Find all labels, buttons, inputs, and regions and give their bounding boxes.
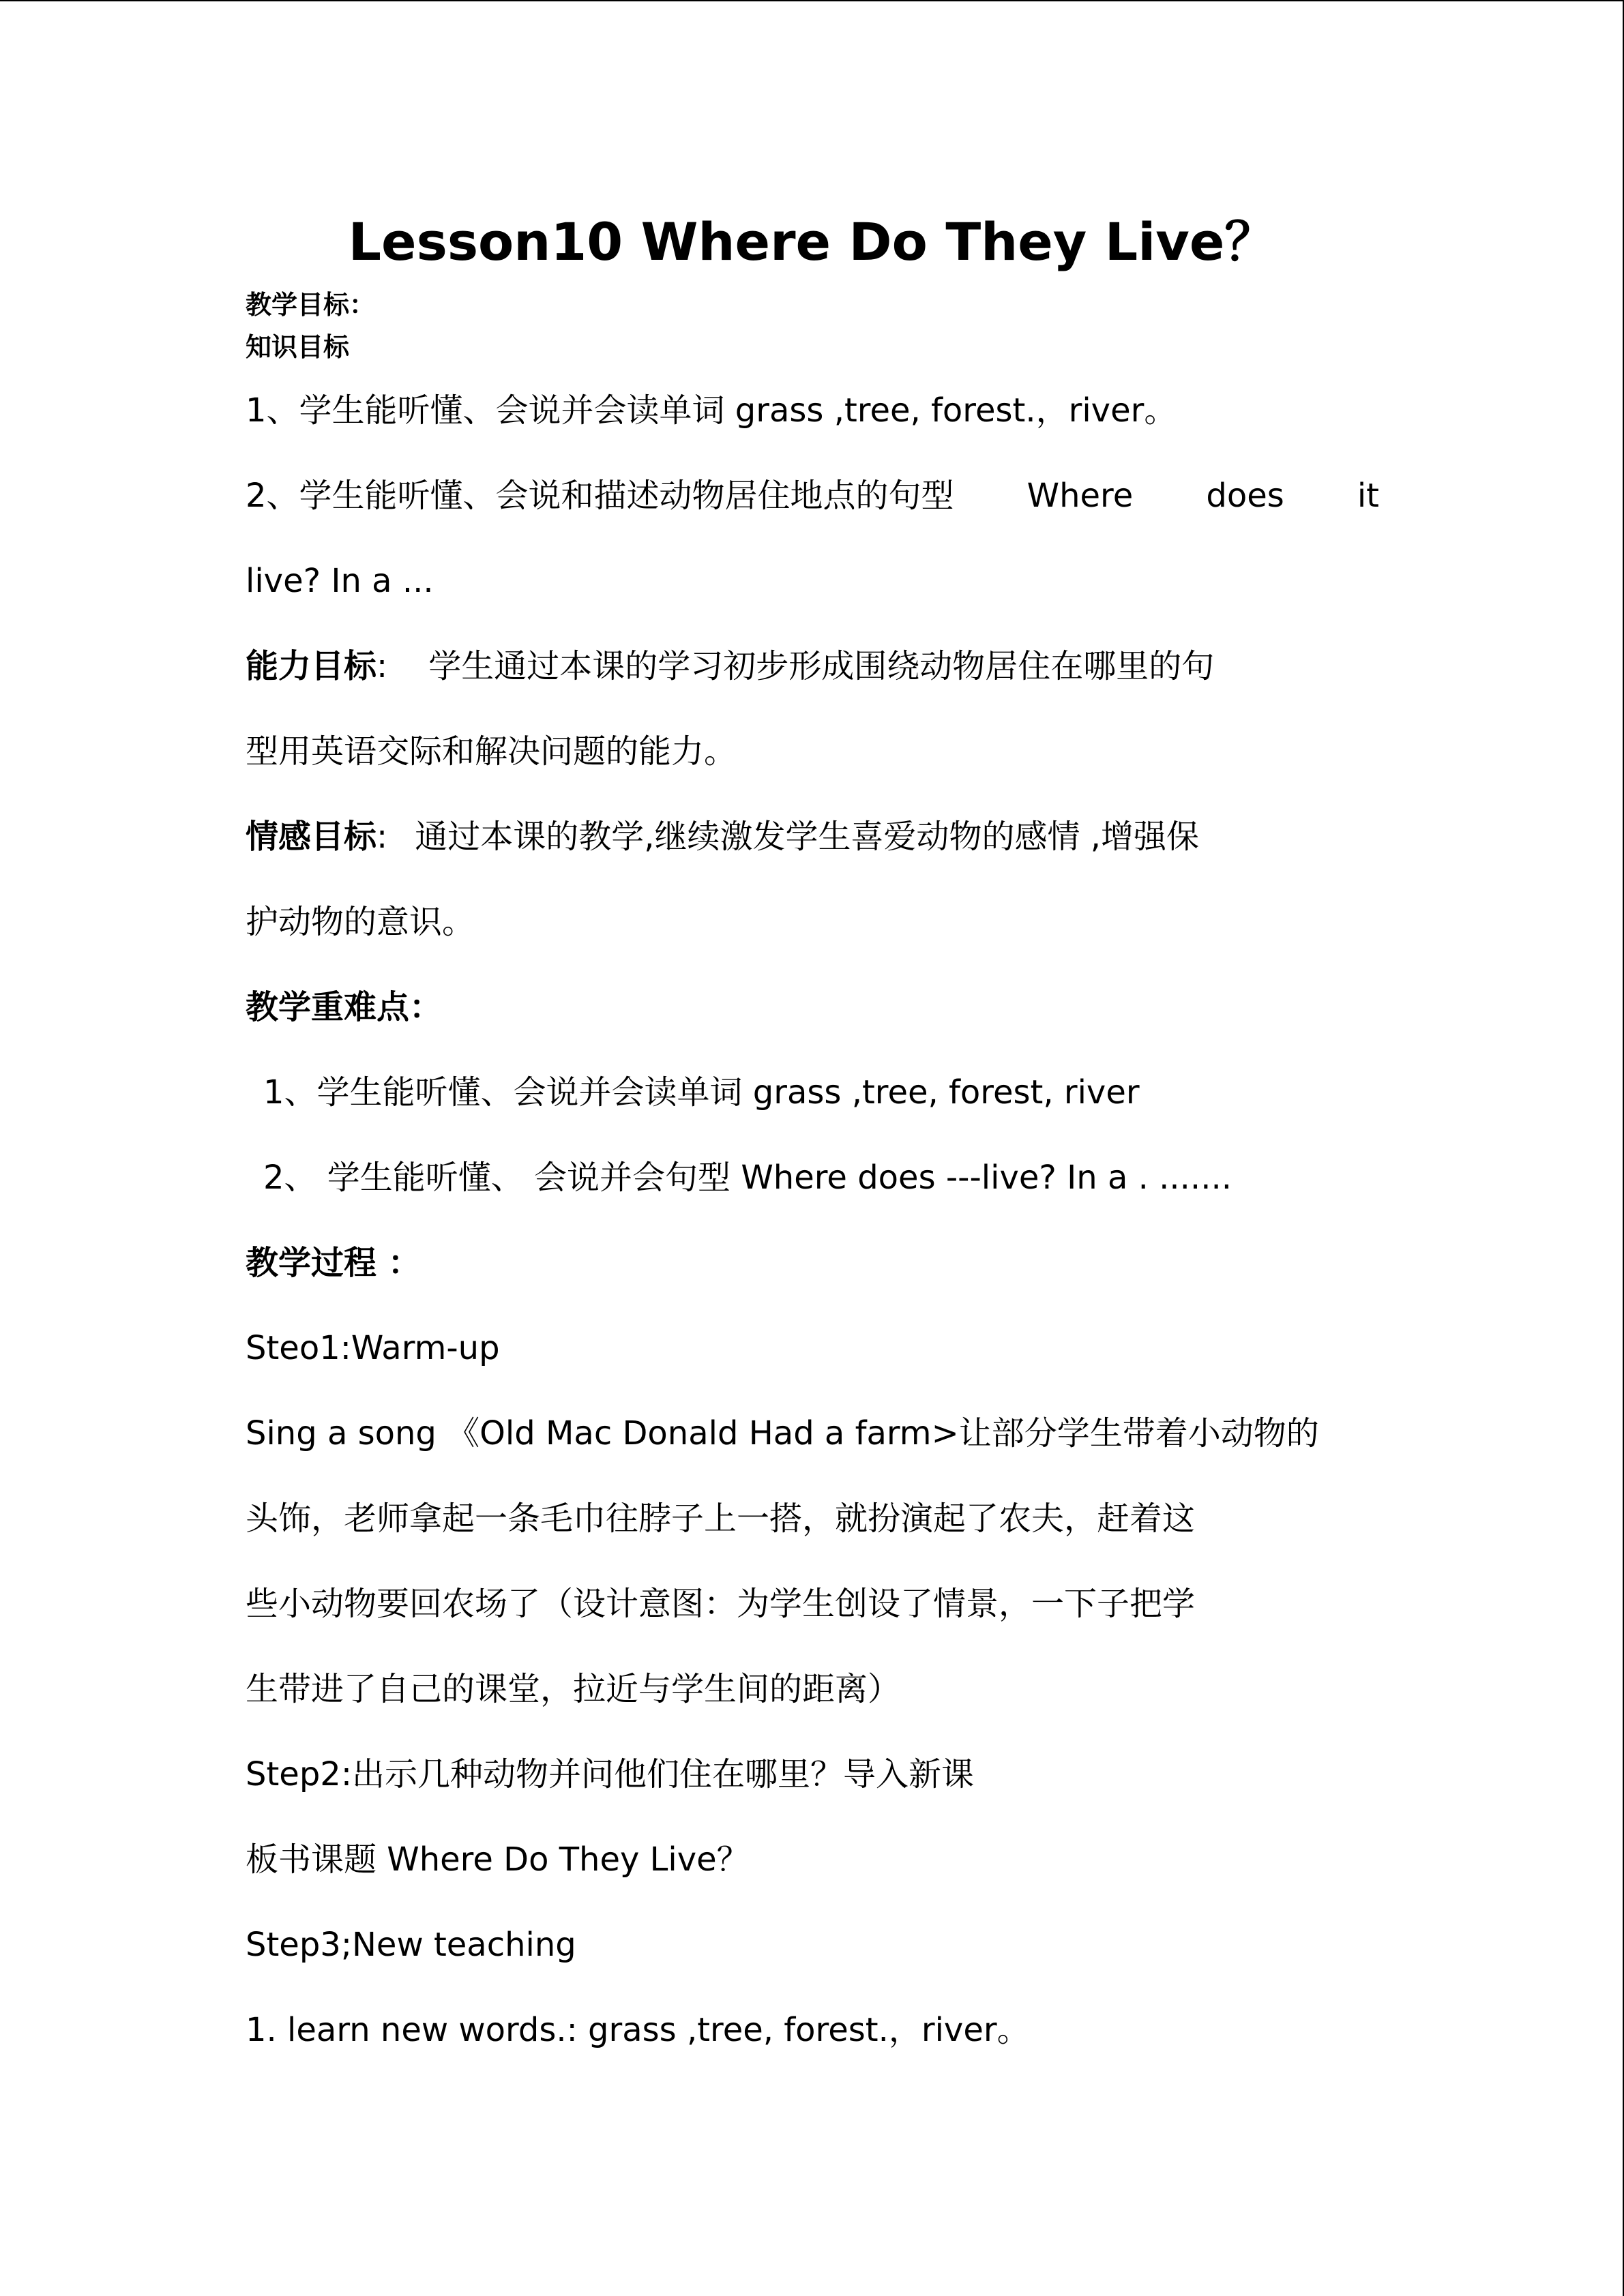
emotion-text-1: 通过本课的教学,继续激发学生喜爱动物的感情 ,增强保 [415,818,1199,856]
emotion-colon: : [377,818,388,856]
learn-new-words: 1. learn new words.: grass ,tree, forest.，river。 [246,2011,1030,2049]
key-point-item-2: 2、 学生能听懂、 会说并会句型 Where does ---live? In a . ....... [263,1159,1232,1197]
step2-heading: Step2:出示几种动物并问他们住在哪里？导入新课 [246,1755,975,1793]
objectives-label: 教学目标： [246,290,376,320]
key-point-item-1: 1、学生能听懂、会说并会读单词 grass ,tree, forest, river [263,1073,1140,1112]
ability-objective [246,624,1379,709]
step3-heading: Step3;New teaching [246,1926,576,1964]
emotion-text-2: 护动物的意识。 [246,903,475,941]
knowledge-item-2-continued: live? In a ... [246,562,434,600]
song-line-3: 些小动物要回农场了（设计意图：为学生创设了情景，一下子把学 [246,1585,1196,1623]
key-points-label: 教学重难点： [246,988,443,1026]
knowledge-item-2-word-where: Where [1027,477,1134,515]
song-line-2: 头饰，老师拿起一条毛巾往脖子上一搭，就扮演起了农夫，赶着这 [246,1500,1196,1538]
song-line-4: 生带进了自己的课堂，拉近与学生间的距离） [246,1670,901,1708]
knowledge-item-2-word-it: it [1357,477,1379,515]
board-title: 板书课题 Where Do They Live？ [246,1840,750,1879]
knowledge-item-2 [246,453,1379,539]
process-label: 教学过程 ： [246,1244,421,1282]
emotion-objective [246,794,1379,880]
ability-colon: : [377,647,388,685]
knowledge-item-2-text: 2、学生能听懂、会说和描述动物居住地点的句型 [246,477,954,515]
step1-heading: Steo1:Warm-up [246,1329,500,1367]
knowledge-item-2-word-does: does [1206,477,1284,515]
emotion-label: 情感目标 [246,818,377,856]
ability-text-2: 型用英语交际和解决问题的能力。 [246,732,737,771]
knowledge-label: 知识目标 [246,332,350,362]
knowledge-item-1: 1、学生能听懂、会说并会读单词 grass ,tree, forest.，river。 [246,391,1177,430]
ability-text-1: 学生通过本课的学习初步形成围绕动物居住在哪里的句 [428,647,1215,685]
document-title: Lesson10 Where Do They Live？ [348,211,1277,272]
document-page [246,205,1379,2073]
ability-label: 能力目标 [246,647,377,685]
song-line-1: Sing a song 《Old Mac Donald Had a farm>让部分学生带着小动物的 [246,1414,1319,1452]
